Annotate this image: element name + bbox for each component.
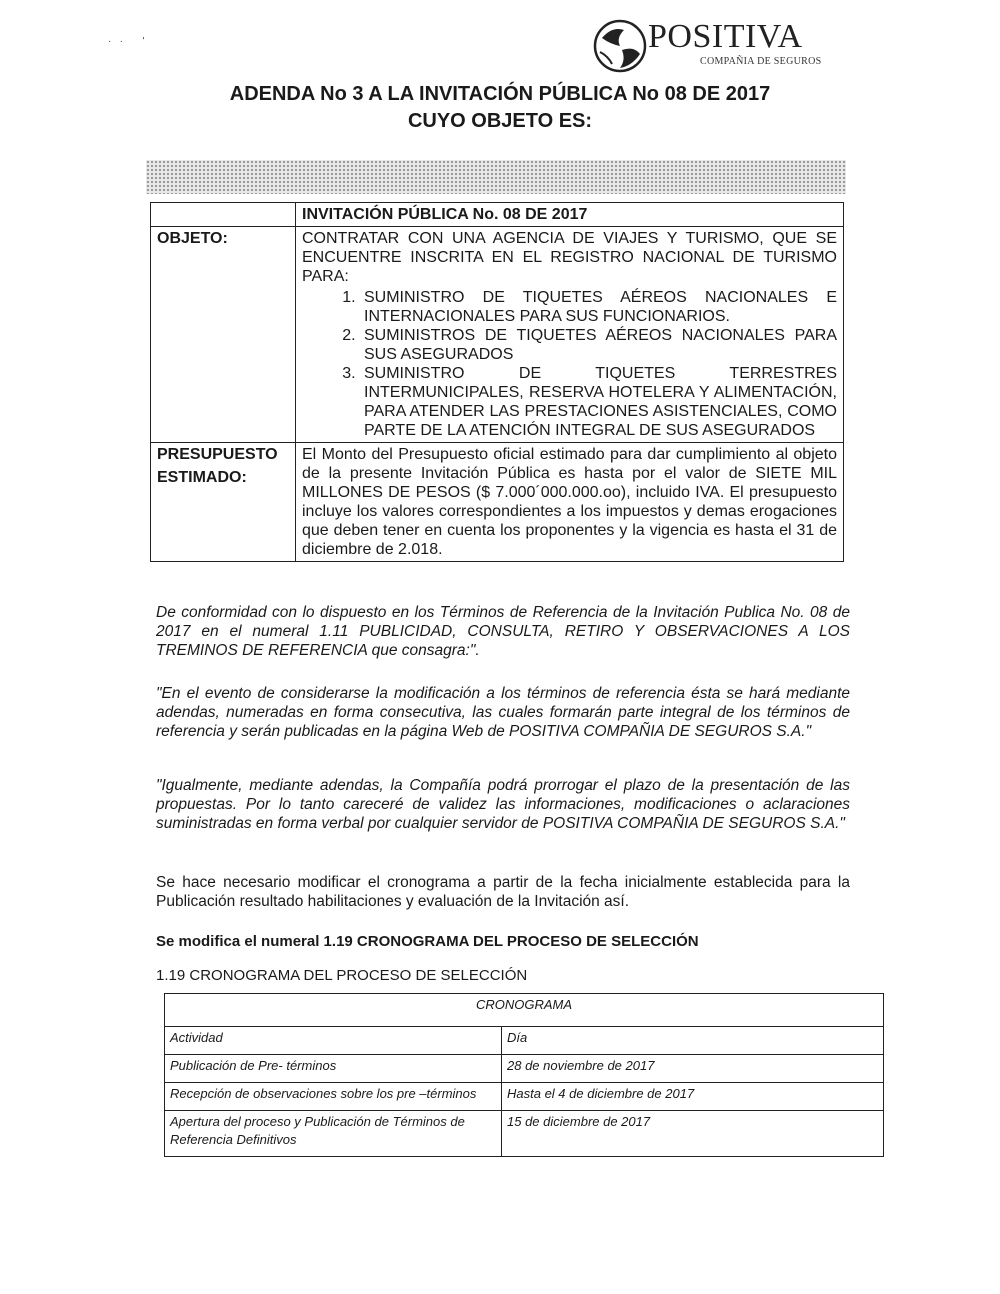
presupuesto-label [151, 443, 296, 562]
actividad-cell: Publicación de Pre- términos [165, 1055, 502, 1083]
cronograma-title: CRONOGRAMA [165, 994, 884, 1027]
invitacion-header: INVITACIÓN PÚBLICA No. 08 DE 2017 [296, 203, 844, 227]
presupuesto-label-line2: ESTIMADO: [157, 469, 247, 486]
list-item: 1. SUMINISTRO DE TIQUETES AÉREOS NACIONALES E INTERNACIONALES PARA SUS FUNCIONARIOS. [360, 288, 837, 326]
dia-cell: 15 de diciembre de 2017 [502, 1111, 884, 1157]
cronograma-table [164, 993, 884, 1157]
paragraph-quote-2: "Igualmente, mediante adendas, la Compañía podrá prorrogar el plazo de la presentación de las propuestas. Por lo tanto careceré de validez las informaciones, modificaciones o aclaraciones suministradas en forma verbal por cualquier servidor de POSITIVA COMPAÑIA DE SEGUROS S.A." [156, 777, 850, 832]
column-header-dia: Día [502, 1027, 884, 1055]
table-row [151, 227, 844, 443]
table-row [165, 1111, 884, 1157]
table-row [151, 443, 844, 562]
table-row [165, 1083, 884, 1111]
objeto-intro: CONTRATAR CON UNA AGENCIA DE VIAJES Y TURISMO, QUE SE ENCUENTRE INSCRITA EN EL REGISTRO NACIONAL DE TURISMO PARA: [302, 230, 837, 285]
paragraph-modificacion: Se hace necesario modificar el cronograma a partir de la fecha inicialmente establecida para la Publicación resultado habilitaciones y evaluación de la Invitación así. [156, 874, 850, 910]
list-item: 3. SUMINISTRO DE TIQUETES TERRESTRES INTERMUNICIPALES, RESERVA HOTELERA Y ALIMENTACIÓN, PARA ATENDER LAS PRESTACIONES ASISTENCIALES, COMO PARTE DE LA ATENCIÓN INTEGRAL DE SUS ASEGURADOS [360, 364, 837, 440]
table-row [151, 203, 844, 227]
table-row [165, 994, 884, 1027]
table-header-row [165, 1027, 884, 1055]
dia-cell: Hasta el 4 de diciembre de 2017 [502, 1083, 884, 1111]
table-row [165, 1055, 884, 1083]
logo-tagline: COMPAÑIA DE SEGUROS [700, 56, 822, 67]
list-item: 2. SUMINISTROS DE TIQUETES AÉREOS NACIONALES PARA SUS ASEGURADOS [360, 326, 837, 364]
table-cell-empty [151, 203, 296, 227]
dia-cell: 28 de noviembre de 2017 [502, 1055, 884, 1083]
objeto-cell [296, 227, 844, 443]
presupuesto-label-line1: PRESUPUESTO [157, 446, 278, 463]
presupuesto-text: El Monto del Presupuesto oficial estimado para dar cumplimiento al objeto de la presente Invitación Pública es hasta por el valor de SIETE MIL MILLONES DE PESOS ($ 7.000´000.000.oo), incluido IVA. El presupuesto incluye los valores correspondientes a los impuestos y demas erogaciones que deben tener en cuenta los proponentes y la vigencia es hasta el 31 de diciembre de 2.018. [296, 443, 844, 562]
actividad-cell: Apertura del proceso y Publicación de Términos de Referencia Definitivos [165, 1111, 502, 1157]
section-heading: Se modifica el numeral 1.19 CRONOGRAMA DEL PROCESO DE SELECCIÓN [156, 933, 699, 950]
actividad-cell: Recepción de observaciones sobre los pre –términos [165, 1083, 502, 1111]
objeto-list [302, 288, 837, 440]
page-subtitle: CUYO OBJETO ES: [407, 110, 593, 132]
column-header-actividad: Actividad [165, 1027, 502, 1055]
scan-specks: · · ' [108, 36, 145, 47]
objeto-table [150, 202, 844, 562]
paragraph-quote-1: "En el evento de considerarse la modificación a los términos de referencia ésta se hará mediante adendas, numeradas en forma consecutiva, las cuales formarán parte integral de los términos de referencia y serán publicadas en la página Web de POSITIVA COMPAÑIA DE SEGUROS S.A." [156, 685, 850, 740]
objeto-label: OBJETO: [151, 227, 296, 443]
page-title: ADENDA No 3 A LA INVITACIÓN PÚBLICA No 08 DE 2017 [229, 83, 771, 105]
logo-name: POSITIVA [648, 18, 803, 55]
paragraph-conformidad: De conformidad con lo dispuesto en los Términos de Referencia de la Invitación Publica No. 08 de 2017 en el numeral 1.11 PUBLICIDAD, CONSULTA, RETIRO Y OBSERVACIONES A LOS TREMINOS DE REFERENCIA que consagra:". [156, 604, 850, 659]
dotted-band [146, 160, 846, 194]
subsection-heading: 1.19 CRONOGRAMA DEL PROCESO DE SELECCIÓN [156, 967, 528, 984]
